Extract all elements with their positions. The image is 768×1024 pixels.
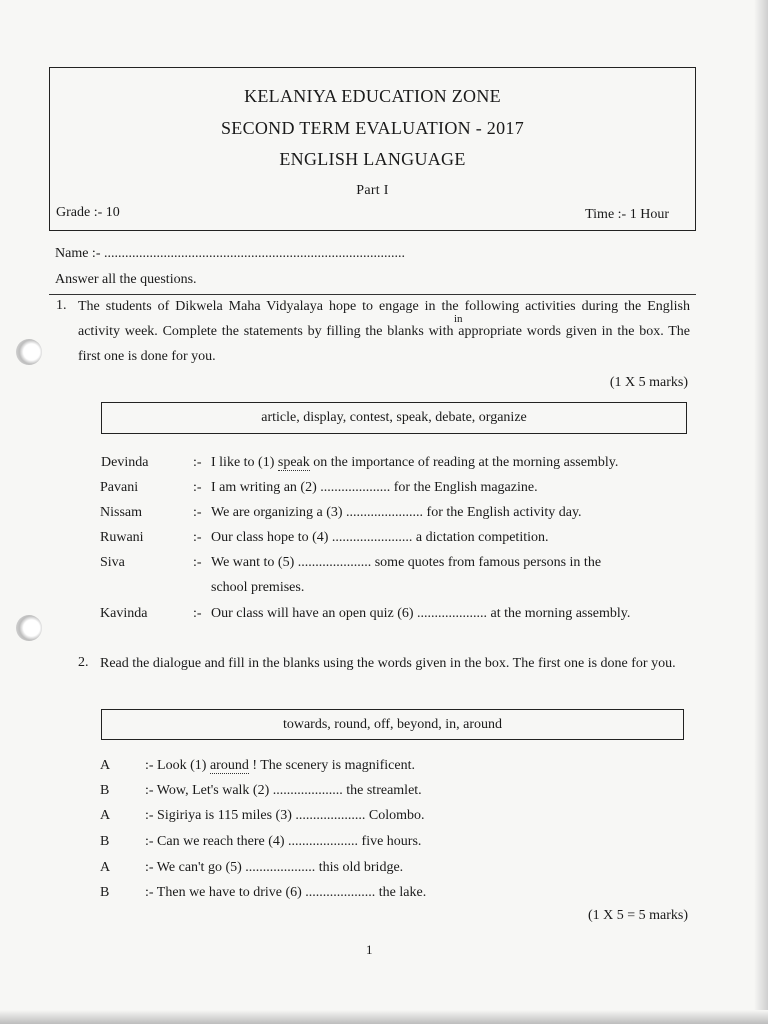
q2-answer: around — [209, 758, 249, 773]
part-label: Part I — [356, 183, 389, 198]
q2-line: :- We can't go (5) .................... this old bridge. — [145, 860, 404, 875]
q1-name: Siva — [100, 555, 125, 570]
q1-name: Nissam — [100, 505, 142, 520]
q2-number: 2. — [78, 655, 89, 670]
q2-line: :- Wow, Let's walk (2) .................... the streamlet. — [145, 783, 422, 798]
scan-bottom-shadow — [0, 1010, 768, 1024]
q1-statement — [211, 455, 618, 471]
q1-sep: :- — [193, 480, 202, 495]
q2-line: :- Can we reach there (4) .................... five hours. — [145, 834, 422, 849]
subject-title: ENGLISH LANGUAGE — [279, 149, 466, 169]
q1-statement-pre: I like to (1) — [211, 455, 278, 470]
q1-sep: :- — [193, 530, 202, 545]
q1-statement-continuation: school premises. — [211, 580, 305, 595]
q1-name: Kavinda — [100, 606, 148, 621]
q2-speaker: A — [100, 758, 111, 773]
q1-marks: (1 X 5 marks) — [609, 375, 688, 390]
q2-line — [145, 758, 415, 774]
time-label: Time :- 1 Hour — [585, 207, 669, 222]
q1-sep: :- — [193, 505, 202, 520]
page-number: 1 — [366, 942, 373, 957]
q1-statement: We are organizing a (3) ...................... for the English activity day. — [211, 505, 582, 520]
q2-text: Read the dialogue and fill in the blanks using the words given in the box. The first one is done for you. — [100, 656, 676, 671]
q1-statement: Our class will have an open quiz (6) .................... at the morning assembly. — [211, 606, 631, 621]
q2-line: :- Then we have to drive (6) .................... the lake. — [145, 885, 427, 900]
grade-label: Grade :- 10 — [56, 205, 120, 220]
q1-statement-post: on the importance of reading at the morning assembly. — [309, 455, 619, 470]
q2-speaker: B — [100, 885, 110, 900]
q1-sep: :- — [193, 606, 202, 621]
q1-name: Devinda — [101, 455, 149, 470]
q1-number: 1. — [56, 298, 67, 313]
q1-statement: Our class hope to (4) ....................... a dictation competition. — [211, 530, 549, 545]
q1-sep: :- — [193, 555, 202, 570]
q1-word-box — [101, 402, 687, 434]
q1-answer: speak — [277, 455, 310, 470]
q2-line-post: ! The scenery is magnificent. — [248, 758, 415, 773]
q1-name: Ruwani — [100, 530, 144, 545]
punch-hole-bottom — [16, 615, 42, 641]
q2-word-box-text: towards, round, off, beyond, in, around — [282, 716, 503, 732]
q1-text: The students of Dikwela Maha Vidyalaya hope to engage in the following activities during the English activity week. Complete the statements by filling the blanks with appropriate words given in the box. The first one is done for you. — [78, 299, 690, 364]
q1-sep: :- — [193, 455, 202, 470]
q2-speaker: B — [100, 783, 110, 798]
q2-line: :- Sigiriya is 115 miles (3) .................... Colombo. — [145, 808, 425, 823]
exam-title: SECOND TERM EVALUATION - 2017 — [220, 118, 525, 138]
name-line: Name :- ...................................................................................... — [55, 246, 405, 261]
q2-word-box — [101, 709, 684, 740]
scan-edge-shadow — [754, 0, 768, 1024]
instruction: Answer all the questions. — [55, 272, 197, 287]
q2-speaker: A — [100, 808, 111, 823]
q1-word-box-text: article, display, contest, speak, debate, organize — [261, 410, 527, 425]
q2-speaker: A — [100, 860, 111, 875]
q2-marks: (1 X 5 = 5 marks) — [587, 908, 688, 923]
q1-statement: I am writing an (2) .................... for the English magazine. — [211, 480, 538, 495]
q1-insert-mark: in — [454, 313, 463, 325]
q2-line-pre: :- Look (1) — [145, 758, 210, 773]
q1-name: Pavani — [100, 480, 139, 495]
q1-statement: We want to (5) ..................... some quotes from famous persons in the — [211, 555, 602, 570]
zone-title: KELANIYA EDUCATION ZONE — [244, 86, 501, 106]
q2-speaker: B — [100, 834, 110, 849]
punch-hole-top — [16, 339, 42, 365]
exam-header-box — [49, 67, 696, 231]
